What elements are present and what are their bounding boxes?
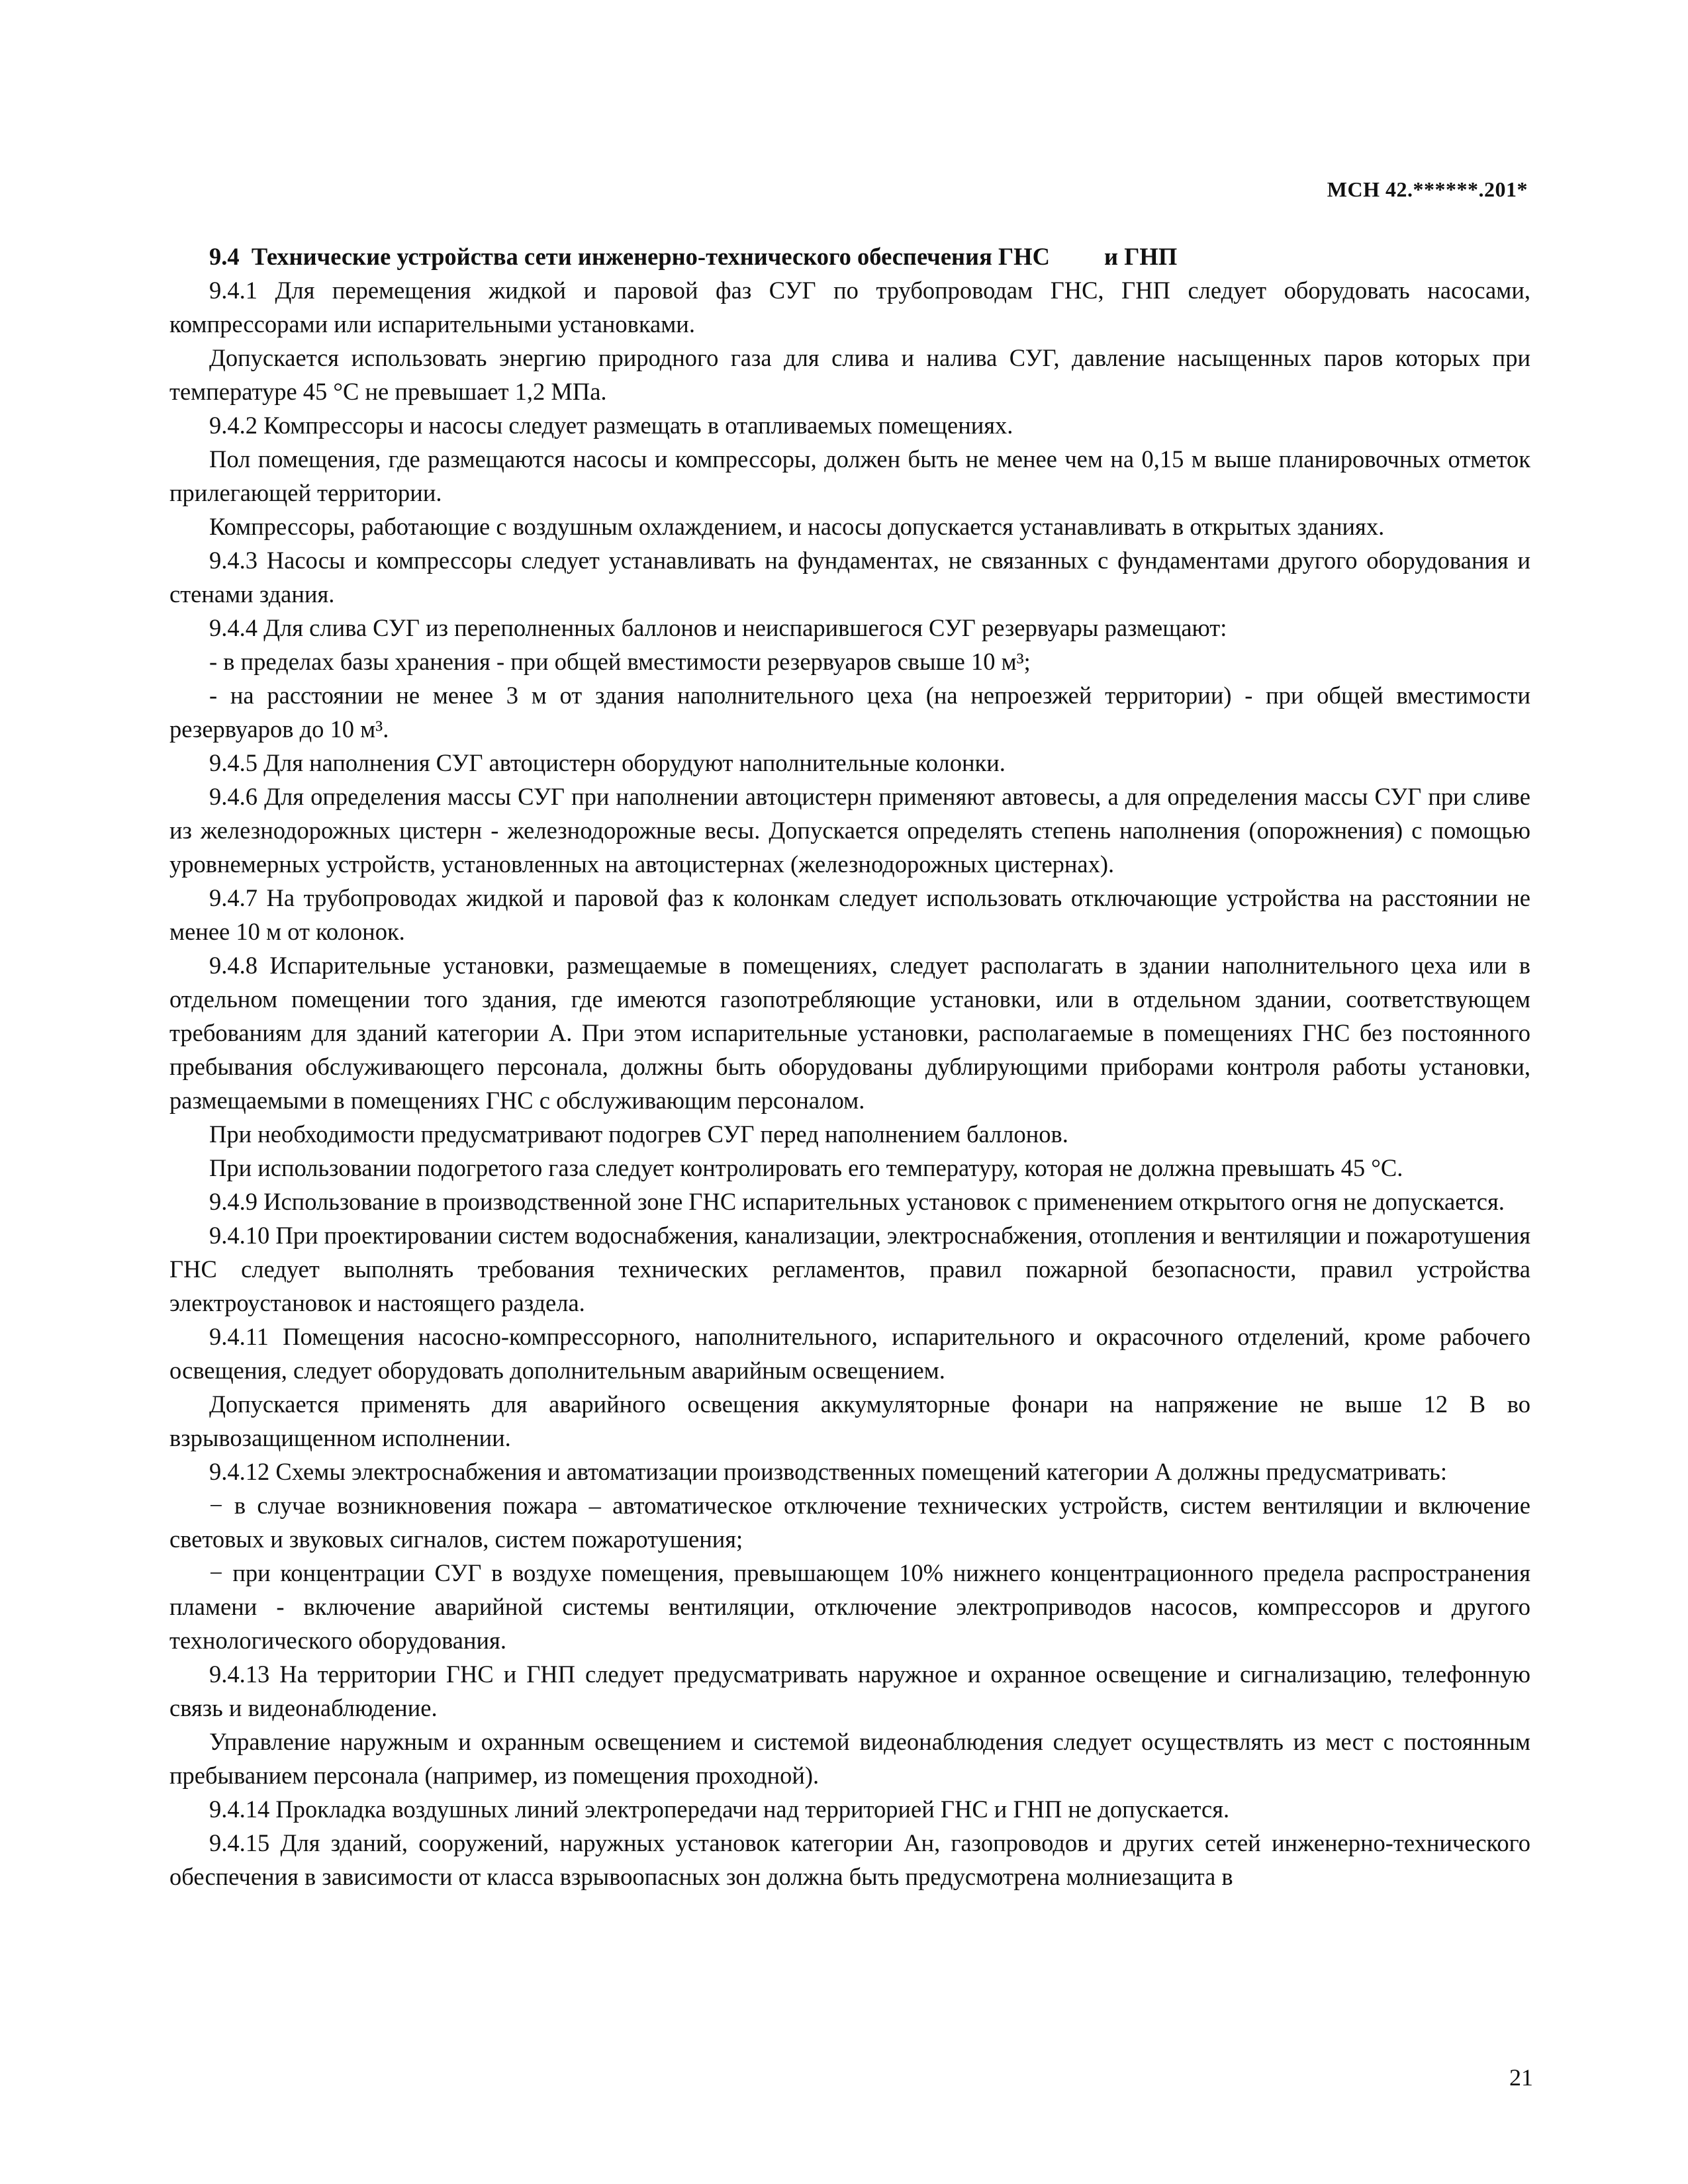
paragraph: 9.4.13 На территории ГНС и ГНП следует предусматривать наружное и охранное освещение и сигнализацию, телефонную связь и видеонаблюдение.	[169, 1661, 1530, 1721]
paragraph: Компрессоры, работающие с воздушным охлаждением, и насосы допускается устанавливать в открытых зданиях.	[209, 513, 1385, 540]
paragraph: Допускается применять для аварийного освещения аккумуляторные фонари на напряжение не выше 12 В во взрывозащищенном исполнении.	[169, 1390, 1530, 1451]
list-item: - на расстоянии не менее 3 м от здания наполнительного цеха (на непроезжей территории) - при общей вместимости резервуаров до 10 м³.	[169, 682, 1530, 743]
paragraph: При необходимости предусматривают подогрев СУГ перед наполнением баллонов.	[209, 1120, 1068, 1148]
paragraph: 9.4.9 Использование в производственной зоне ГНС испарительных установок с применением открытого огня не допускается.	[209, 1188, 1505, 1215]
paragraph: 9.4.4 Для слива СУГ из переполненных баллонов и неиспарившегося СУГ резервуары размещают:	[209, 614, 1227, 641]
paragraph: 9.4.1 Для перемещения жидкой и паровой фаз СУГ по трубопроводам ГНС, ГНП следует оборудовать насосами, компрессорами или испарительными установками.	[169, 277, 1530, 338]
paragraph: 9.4.10 При проектировании систем водоснабжения, канализации, электроснабжения, отопления и вентиляции и пожаротушения ГНС следует выполнять требования технических регламентов, правил пожарной безопасности, правил устройства электроустановок и настоящего раздела.	[169, 1222, 1530, 1316]
paragraph: Управление наружным и охранным освещением и системой видеонаблюдения следует осуществлять из мест с постоянным пребыванием персонала (например, из помещения проходной).	[169, 1728, 1530, 1789]
paragraph: 9.4.7 На трубопроводах жидкой и паровой фаз к колонкам следует использовать отключающие устройства на расстоянии не менее 10 м от колонок.	[169, 884, 1530, 945]
document-code: МСН 42.******.201*	[1327, 177, 1528, 201]
paragraph: 9.4.11 Помещения насосно-компрессорного, наполнительного, испарительного и окрасочного отделений, кроме рабочего освещения, следует оборудовать дополнительным аварийным освещением.	[169, 1323, 1530, 1384]
paragraph: 9.4.8 Испарительные установки, размещаемые в помещениях, следует располагать в здании наполнительного цеха или в отдельном помещении того здания, где имеются газопотребляющие установки, или в отдельном здании, соответствующем требованиям для зданий категории А. При этом испарительные установки, располагаемые в помещениях ГНС без постоянного пребывания обслуживающего персонала, должны быть оборудованы дублирующими приборами контроля работы установки, размещаемыми в помещениях ГНС с обслуживающим персоналом.	[169, 952, 1530, 1114]
paragraph: 9.4.2 Компрессоры и насосы следует размещать в отапливаемых помещениях.	[209, 412, 1013, 439]
paragraph: 9.4.12 Схемы электроснабжения и автоматизации производственных помещений категории А должны предусматривать:	[209, 1458, 1447, 1485]
paragraph: 9.4.5 Для наполнения СУГ автоцистерн оборудуют наполнительные колонки.	[209, 749, 1006, 776]
paragraph: Допускается использовать энергию природного газа для слива и налива СУГ, давление насыщенных паров которых при температуре 45 °С не превышает 1,2 МПа.	[169, 344, 1530, 405]
page-content	[169, 240, 1530, 1893]
page-number: 21	[1509, 2064, 1533, 2091]
list-item: − при концентрации СУГ в воздухе помещения, превышающем 10% нижнего концентрационного предела распространения пламени - включение аварийной системы вентиляции, отключение электроприводов насосов, компрессоров и другого технологического оборудования.	[169, 1559, 1530, 1654]
paragraph: Пол помещения, где размещаются насосы и компрессоры, должен быть не менее чем на 0,15 м выше планировочных отметок прилегающей территории.	[169, 445, 1530, 506]
list-item: − в случае возникновения пожара – автоматическое отключение технических устройств, систем вентиляции и включение световых и звуковых сигналов, систем пожаротушения;	[169, 1492, 1530, 1553]
paragraph: 9.4.3 Насосы и компрессоры следует устанавливать на фундаментах, не связанных с фундаментами другого оборудования и стенами здания.	[169, 547, 1530, 608]
paragraph: 9.4.14 Прокладка воздушных линий электропередачи над территорией ГНС и ГНП не допускается.	[209, 1796, 1230, 1823]
paragraph: 9.4.6 Для определения массы СУГ при наполнении автоцистерн применяют автовесы, а для определения массы СУГ при сливе из железнодорожных цистерн - железнодорожные весы. Допускается определять степень наполнения (опорожнения) с помощью уровнемерных устройств, установленных на автоцистернах (железнодорожных цистернах).	[169, 783, 1530, 878]
section-heading: 9.4 Технические устройства сети инженерно-технического обеспечения ГНС и ГНП	[209, 243, 1178, 270]
paragraph: 9.4.15 Для зданий, сооружений, наружных установок категории Ан, газопроводов и других сетей инженерно-технического обеспечения в зависимости от класса взрывоопасных зон должна быть предусмотрена молниезащита в	[169, 1829, 1530, 1890]
paragraph: При использовании подогретого газа следует контролировать его температуру, которая не должна превышать 45 °С.	[209, 1154, 1403, 1181]
list-item: - в пределах базы хранения - при общей вместимости резервуаров свыше 10 м³;	[209, 648, 1031, 675]
